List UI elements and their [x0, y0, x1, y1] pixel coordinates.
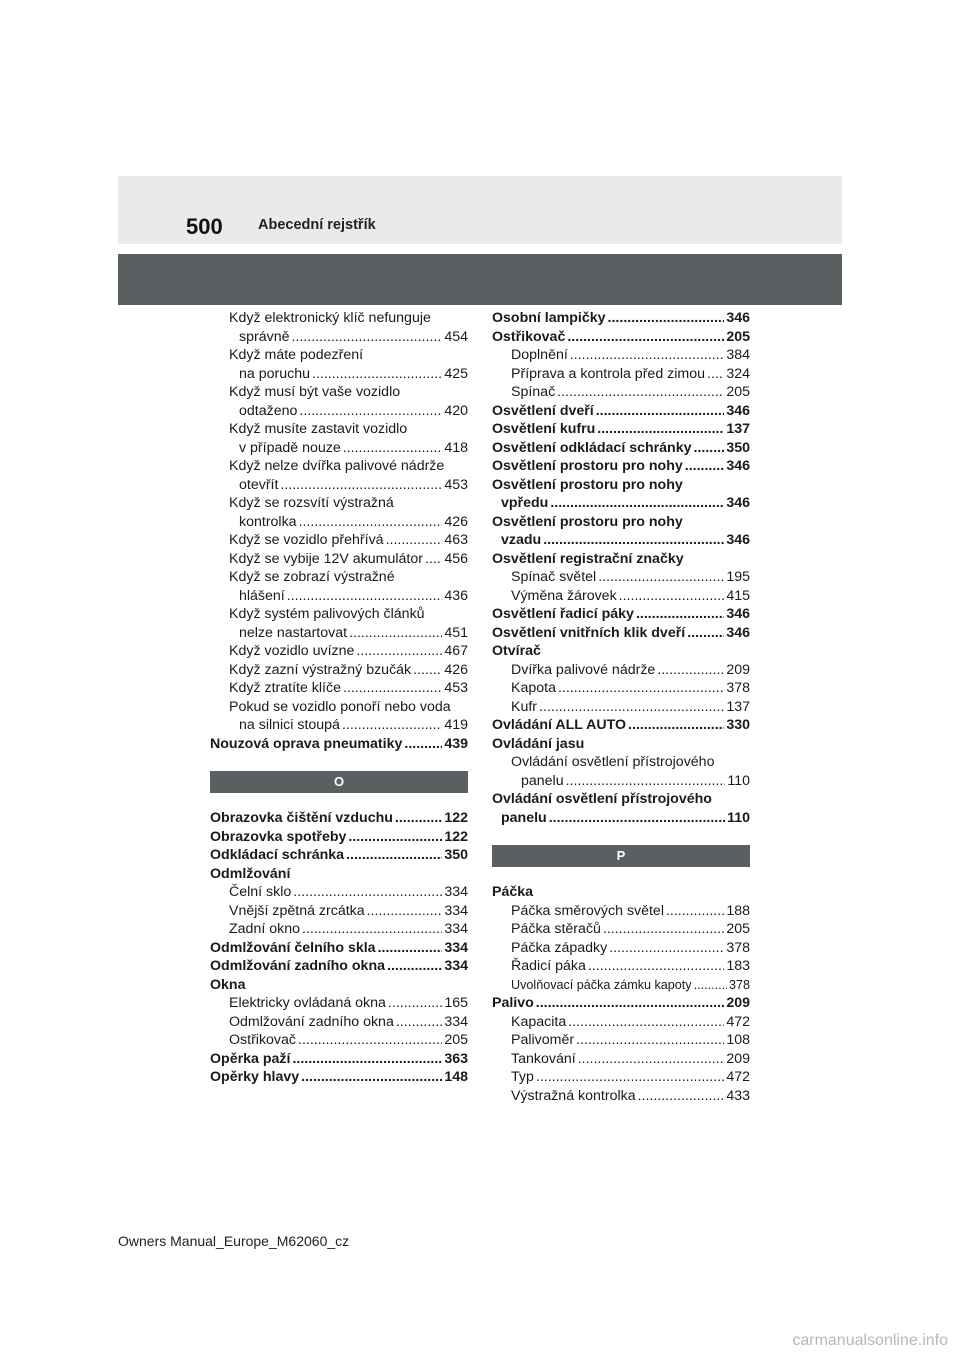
- entry-page-number: 110: [727, 772, 750, 789]
- entry-term: Spínač: [511, 384, 556, 400]
- index-subentry: [492, 1013, 750, 1032]
- entry-term: nelze nastartovat: [239, 624, 348, 641]
- entry-page-number: 122: [444, 810, 468, 826]
- entry-page-number: 334: [444, 902, 468, 919]
- entry-page-number: 205: [726, 384, 750, 400]
- dot-leader: [539, 698, 724, 717]
- index-subentry: [210, 883, 468, 902]
- dot-leader: [299, 402, 442, 421]
- entry-term: Když vozidlo uvízne: [229, 643, 355, 659]
- dot-leader: [413, 661, 442, 680]
- index-subentry: [210, 994, 468, 1013]
- entry-term: Vnější zpětná zrcátka: [229, 902, 365, 919]
- entry-term: na silnici stoupá: [239, 717, 340, 733]
- entry-page-number: 334: [444, 958, 468, 974]
- dot-leader: [349, 624, 442, 643]
- entry-page-number: 165: [444, 995, 468, 1011]
- entry-term: Elektricky ovládaná okna: [229, 995, 386, 1011]
- entry-term: Kapota: [511, 680, 556, 696]
- index-subentry: Když elektronický klíč nefunguje: [229, 310, 431, 326]
- entry-page-number: 346: [726, 624, 750, 641]
- dot-leader: [558, 679, 724, 698]
- index-entry: Odmlžování: [210, 865, 291, 882]
- entry-term: Osvětlení odkládací schránky: [492, 439, 692, 456]
- dot-leader: [578, 1050, 725, 1069]
- entry-term: Odmlžování zadního okna: [210, 958, 385, 974]
- dot-leader: [588, 957, 724, 976]
- entry-page-number: 346: [726, 606, 750, 622]
- entry-term: vzadu: [501, 532, 542, 548]
- dot-leader: [298, 1031, 442, 1050]
- entry-term: Když zazní výstražný bzučák: [229, 661, 412, 678]
- dot-leader: [312, 365, 442, 384]
- entry-page-number: 453: [444, 680, 468, 696]
- entry-term: v případě nouze: [239, 439, 341, 456]
- dot-leader: [302, 920, 442, 939]
- entry-page-number: 419: [444, 717, 468, 733]
- index-entry: Páčka: [492, 884, 534, 900]
- index-subentry: [210, 624, 468, 643]
- entry-term: Příprava a kontrola před zimou: [511, 365, 705, 382]
- entry-page-number: 334: [444, 884, 468, 900]
- index-subentry: [210, 920, 468, 939]
- index-entry: [492, 994, 750, 1013]
- entry-term: vpředu: [501, 495, 549, 511]
- index-entry: Okna: [210, 976, 246, 993]
- dot-leader: [685, 457, 725, 476]
- dot-leader: [287, 587, 443, 606]
- dot-leader: [687, 624, 724, 643]
- dot-leader: [608, 309, 725, 328]
- entry-page-number: 425: [444, 365, 468, 382]
- dot-leader: [299, 513, 443, 532]
- footer-text: Owners Manual_Europe_M62060_cz: [118, 1233, 350, 1249]
- dot-leader: [609, 939, 724, 958]
- entry-term: Odkládací schránka: [210, 847, 345, 863]
- dot-leader: [638, 1087, 725, 1106]
- entry-page-number: 426: [444, 513, 468, 530]
- index-entry: Osvětlení prostoru pro nohy: [492, 476, 683, 493]
- entry-page-number: 451: [444, 624, 468, 641]
- dot-leader: [628, 716, 724, 735]
- dot-leader: [543, 531, 724, 550]
- index-subentry: [492, 902, 750, 921]
- index-entry: [210, 1068, 468, 1087]
- index-subentry: Když musí být vaše vozidlo: [229, 384, 401, 400]
- section-letter-o: O: [210, 771, 468, 793]
- index-subentry: Ovládání osvětlení přístrojového: [511, 754, 715, 770]
- index-subentry: [492, 1087, 750, 1106]
- watermark: carmanualsonline.info: [792, 1332, 948, 1349]
- entry-term: Osvětlení dveří: [492, 402, 594, 419]
- dot-leader: [388, 994, 442, 1013]
- dot-leader: [536, 1068, 724, 1087]
- index-subentry: [492, 976, 750, 995]
- entry-page-number: 453: [444, 476, 468, 493]
- index-entry: Osvětlení registrační značky: [492, 550, 684, 567]
- entry-page-number: 346: [726, 458, 750, 474]
- index-entry: [210, 828, 468, 847]
- entry-page-number: 463: [444, 532, 468, 548]
- index-entry: [492, 494, 750, 513]
- entry-page-number: 384: [726, 347, 750, 363]
- entry-term: Osvětlení vnitřních klik dveří: [492, 624, 686, 641]
- dot-leader: [557, 383, 724, 402]
- entry-page-number: 137: [726, 421, 750, 437]
- dot-leader: [291, 328, 442, 347]
- entry-term: Odmlžování zadního okna: [229, 1013, 394, 1030]
- dot-leader: [598, 568, 724, 587]
- entry-page-number: 346: [726, 310, 750, 326]
- entry-term: Uvolňovací páčka zámku kapoty: [511, 977, 692, 992]
- entry-term: panelu: [501, 809, 547, 826]
- index-subentry: [492, 772, 750, 791]
- entry-page-number: 378: [728, 977, 750, 992]
- dot-leader: [603, 920, 724, 939]
- entry-term: správně: [239, 328, 290, 345]
- entry-page-number: 350: [444, 847, 468, 863]
- index-subentry: [492, 679, 750, 698]
- entry-term: Řadicí páka: [511, 958, 586, 974]
- entry-term: Palivo: [492, 995, 534, 1011]
- dot-leader: [301, 1068, 442, 1087]
- index-entry: [492, 309, 750, 328]
- entry-term: Kapacita: [511, 1013, 567, 1030]
- header-band: [118, 176, 842, 244]
- entry-term: Osvětlení řadicí páky: [492, 606, 634, 622]
- index-entry: [492, 457, 750, 476]
- entry-term: Výměna žárovek: [511, 587, 617, 604]
- index-subentry: Když musíte zastavit vozidlo: [229, 421, 408, 437]
- dot-leader: [346, 846, 442, 865]
- dot-leader: [378, 939, 443, 958]
- entry-term: panelu: [521, 772, 564, 789]
- index-entry: [210, 939, 468, 958]
- index-entry: Ovládání osvětlení přístrojového: [492, 791, 712, 807]
- entry-term: Opěrky hlavy: [210, 1069, 300, 1085]
- entry-page-number: 110: [727, 809, 750, 826]
- entry-page-number: 363: [444, 1050, 468, 1067]
- dot-leader: [694, 976, 727, 995]
- index-entry: [492, 328, 750, 347]
- index-column-left: [210, 309, 468, 1087]
- index-subentry: Když nelze dvířka palivové nádrže: [229, 458, 445, 474]
- index-entry: [492, 716, 750, 735]
- entry-term: Když se vybije 12V akumulátor: [229, 550, 423, 567]
- index-entry: [492, 531, 750, 550]
- entry-term: Osvětlení prostoru pro nohy: [492, 458, 683, 474]
- entry-term: otevřít: [239, 476, 279, 493]
- index-subentry: [210, 1031, 468, 1050]
- entry-page-number: 122: [444, 828, 468, 845]
- dot-leader: [570, 346, 725, 365]
- dot-leader: [707, 365, 724, 384]
- dot-leader: [342, 716, 442, 735]
- entry-term: Odmlžování čelního skla: [210, 939, 376, 956]
- index-subentry: [210, 716, 468, 735]
- index-subentry: [210, 365, 468, 384]
- entry-page-number: 205: [444, 1032, 468, 1048]
- entry-term: Obrazovka čištění vzduchu: [210, 810, 393, 826]
- dot-leader: [536, 994, 725, 1013]
- entry-page-number: 350: [726, 439, 750, 456]
- dot-leader: [619, 587, 725, 606]
- entry-page-number: 378: [726, 680, 750, 696]
- entry-page-number: 472: [726, 1069, 750, 1085]
- dot-leader: [356, 642, 442, 661]
- dot-leader: [386, 531, 443, 550]
- index-entry: [492, 605, 750, 624]
- entry-term: Výstražná kontrolka: [511, 1087, 636, 1104]
- entry-term: Nouzová oprava pneumatiky: [210, 735, 403, 752]
- entry-term: Spínač světel: [511, 569, 597, 585]
- dot-leader: [404, 735, 442, 754]
- entry-page-number: 472: [726, 1013, 750, 1030]
- index-subentry: [210, 550, 468, 569]
- entry-term: Kufr: [511, 698, 538, 715]
- index-entry: [210, 735, 468, 754]
- entry-page-number: 209: [726, 995, 750, 1011]
- index-subentry: [492, 383, 750, 402]
- entry-page-number: 418: [444, 439, 468, 456]
- entry-term: Páčka stěračů: [511, 921, 601, 937]
- entry-term: Doplnění: [511, 347, 568, 363]
- entry-page-number: 454: [444, 328, 468, 345]
- index-subentry: [210, 476, 468, 495]
- index-subentry: Když máte podezření: [229, 347, 364, 363]
- header-dark-band: [118, 254, 842, 305]
- dot-leader: [425, 550, 442, 569]
- index-subentry: [492, 698, 750, 717]
- dot-leader: [596, 402, 725, 421]
- index-subentry: [492, 346, 750, 365]
- index-entry: [210, 809, 468, 828]
- section-title: Abecední rejstřík: [258, 217, 376, 233]
- entry-page-number: 439: [444, 735, 468, 752]
- entry-term: Zadní okno: [229, 921, 300, 937]
- index-subentry: [492, 587, 750, 606]
- index-entry: [210, 1050, 468, 1069]
- entry-page-number: 324: [726, 365, 750, 382]
- entry-page-number: 436: [444, 587, 468, 604]
- entry-page-number: 415: [726, 587, 750, 604]
- entry-term: Ostřikovač: [492, 328, 566, 345]
- index-entry: [210, 846, 468, 865]
- index-entry: Ovládání jasu: [492, 735, 585, 752]
- dot-leader: [549, 809, 725, 828]
- index-entry: [492, 420, 750, 439]
- entry-page-number: 467: [444, 643, 468, 659]
- index-subentry: [492, 1050, 750, 1069]
- dot-leader: [550, 494, 724, 513]
- dot-leader: [567, 328, 724, 347]
- entry-term: Když ztratíte klíče: [229, 680, 341, 696]
- dot-leader: [568, 1013, 724, 1032]
- entry-page-number: 183: [726, 958, 750, 974]
- entry-term: kontrolka: [239, 513, 297, 530]
- index-subentry: [492, 568, 750, 587]
- entry-term: na poruchu: [239, 365, 310, 382]
- entry-term: hlášení: [239, 587, 285, 604]
- index-subentry: [210, 1013, 468, 1032]
- index-subentry: [492, 939, 750, 958]
- entry-page-number: 205: [726, 328, 750, 345]
- dot-leader: [343, 439, 443, 458]
- entry-page-number: 209: [726, 1050, 750, 1067]
- entry-term: Tankování: [511, 1050, 576, 1067]
- entry-term: Páčka západky: [511, 939, 608, 956]
- dot-leader: [343, 679, 442, 698]
- index-subentry: [210, 328, 468, 347]
- index-subentry: Když se zobrazí výstražné: [229, 569, 395, 585]
- index-subentry: [210, 642, 468, 661]
- dot-leader: [292, 1050, 442, 1069]
- entry-term: Osvětlení kufru: [492, 421, 596, 437]
- entry-term: Dvířka palivové nádrže: [511, 661, 656, 678]
- entry-page-number: 148: [444, 1069, 468, 1085]
- entry-page-number: 137: [726, 698, 750, 715]
- index-subentry: [492, 1031, 750, 1050]
- entry-page-number: 330: [726, 717, 750, 733]
- index-subentry: [210, 402, 468, 421]
- dot-leader: [597, 420, 724, 439]
- index-subentry: [210, 661, 468, 680]
- index-entry: [210, 957, 468, 976]
- entry-page-number: 378: [726, 939, 750, 956]
- dot-leader: [367, 902, 443, 921]
- entry-term: Čelní sklo: [229, 884, 292, 900]
- entry-page-number: 346: [726, 402, 750, 419]
- dot-leader: [636, 605, 724, 624]
- entry-page-number: 209: [726, 661, 750, 678]
- index-entry: [492, 402, 750, 421]
- index-subentry: [210, 679, 468, 698]
- entry-term: odtaženo: [239, 402, 298, 419]
- dot-leader: [576, 1031, 724, 1050]
- entry-term: Ovládání ALL AUTO: [492, 717, 627, 733]
- index-subentry: [210, 439, 468, 458]
- dot-leader: [666, 902, 724, 921]
- index-entry: [492, 624, 750, 643]
- entry-page-number: 456: [444, 550, 468, 567]
- index-entry: Osvětlení prostoru pro nohy: [492, 513, 683, 530]
- dot-leader: [657, 661, 724, 680]
- entry-term: Páčka směrových světel: [511, 902, 664, 919]
- index-subentry: [492, 920, 750, 939]
- entry-page-number: 346: [726, 532, 750, 548]
- index-subentry: [492, 957, 750, 976]
- index-subentry: [492, 661, 750, 680]
- entry-term: Ostřikovač: [229, 1032, 297, 1048]
- dot-leader: [387, 957, 442, 976]
- entry-page-number: 188: [726, 902, 750, 919]
- index-subentry: [492, 1068, 750, 1087]
- page-number: 500: [186, 214, 223, 239]
- entry-page-number: 433: [726, 1087, 750, 1104]
- dot-leader: [293, 883, 442, 902]
- dot-leader: [396, 1013, 442, 1032]
- entry-page-number: 205: [726, 921, 750, 937]
- entry-page-number: 334: [444, 921, 468, 937]
- entry-term: Opěrka paží: [210, 1050, 291, 1067]
- entry-page-number: 334: [444, 1013, 468, 1030]
- index-subentry: Když se rozsvítí výstražná: [229, 495, 394, 511]
- index-entry: Otvírač: [492, 643, 541, 659]
- entry-page-number: 420: [444, 402, 468, 419]
- index-subentry: [210, 587, 468, 606]
- section-letter-p: P: [492, 845, 750, 867]
- entry-page-number: 334: [444, 939, 468, 956]
- entry-page-number: 346: [726, 495, 750, 511]
- index-subentry: [492, 365, 750, 384]
- dot-leader: [566, 772, 726, 791]
- index-subentry: [210, 513, 468, 532]
- dot-leader: [395, 809, 442, 828]
- entry-page-number: 108: [726, 1032, 750, 1048]
- entry-term: Když se vozidlo přehřívá: [229, 532, 384, 548]
- index-entry: [492, 809, 750, 828]
- dot-leader: [694, 439, 725, 458]
- entry-term: Typ: [511, 1069, 534, 1085]
- index-subentry: Pokud se vozidlo ponoří nebo voda: [229, 698, 451, 715]
- index-column-right: [492, 309, 750, 1105]
- entry-term: Osobní lampičky: [492, 310, 606, 326]
- index-subentry: [210, 531, 468, 550]
- index-entry: [492, 439, 750, 458]
- dot-leader: [280, 476, 442, 495]
- index-subentry: Když systém palivových článků: [229, 606, 425, 622]
- index-subentry: [210, 902, 468, 921]
- entry-page-number: 426: [444, 661, 468, 678]
- entry-term: Palivoměr: [511, 1032, 575, 1048]
- entry-term: Obrazovka spotřeby: [210, 828, 347, 845]
- entry-page-number: 195: [726, 569, 750, 585]
- dot-leader: [348, 828, 442, 847]
